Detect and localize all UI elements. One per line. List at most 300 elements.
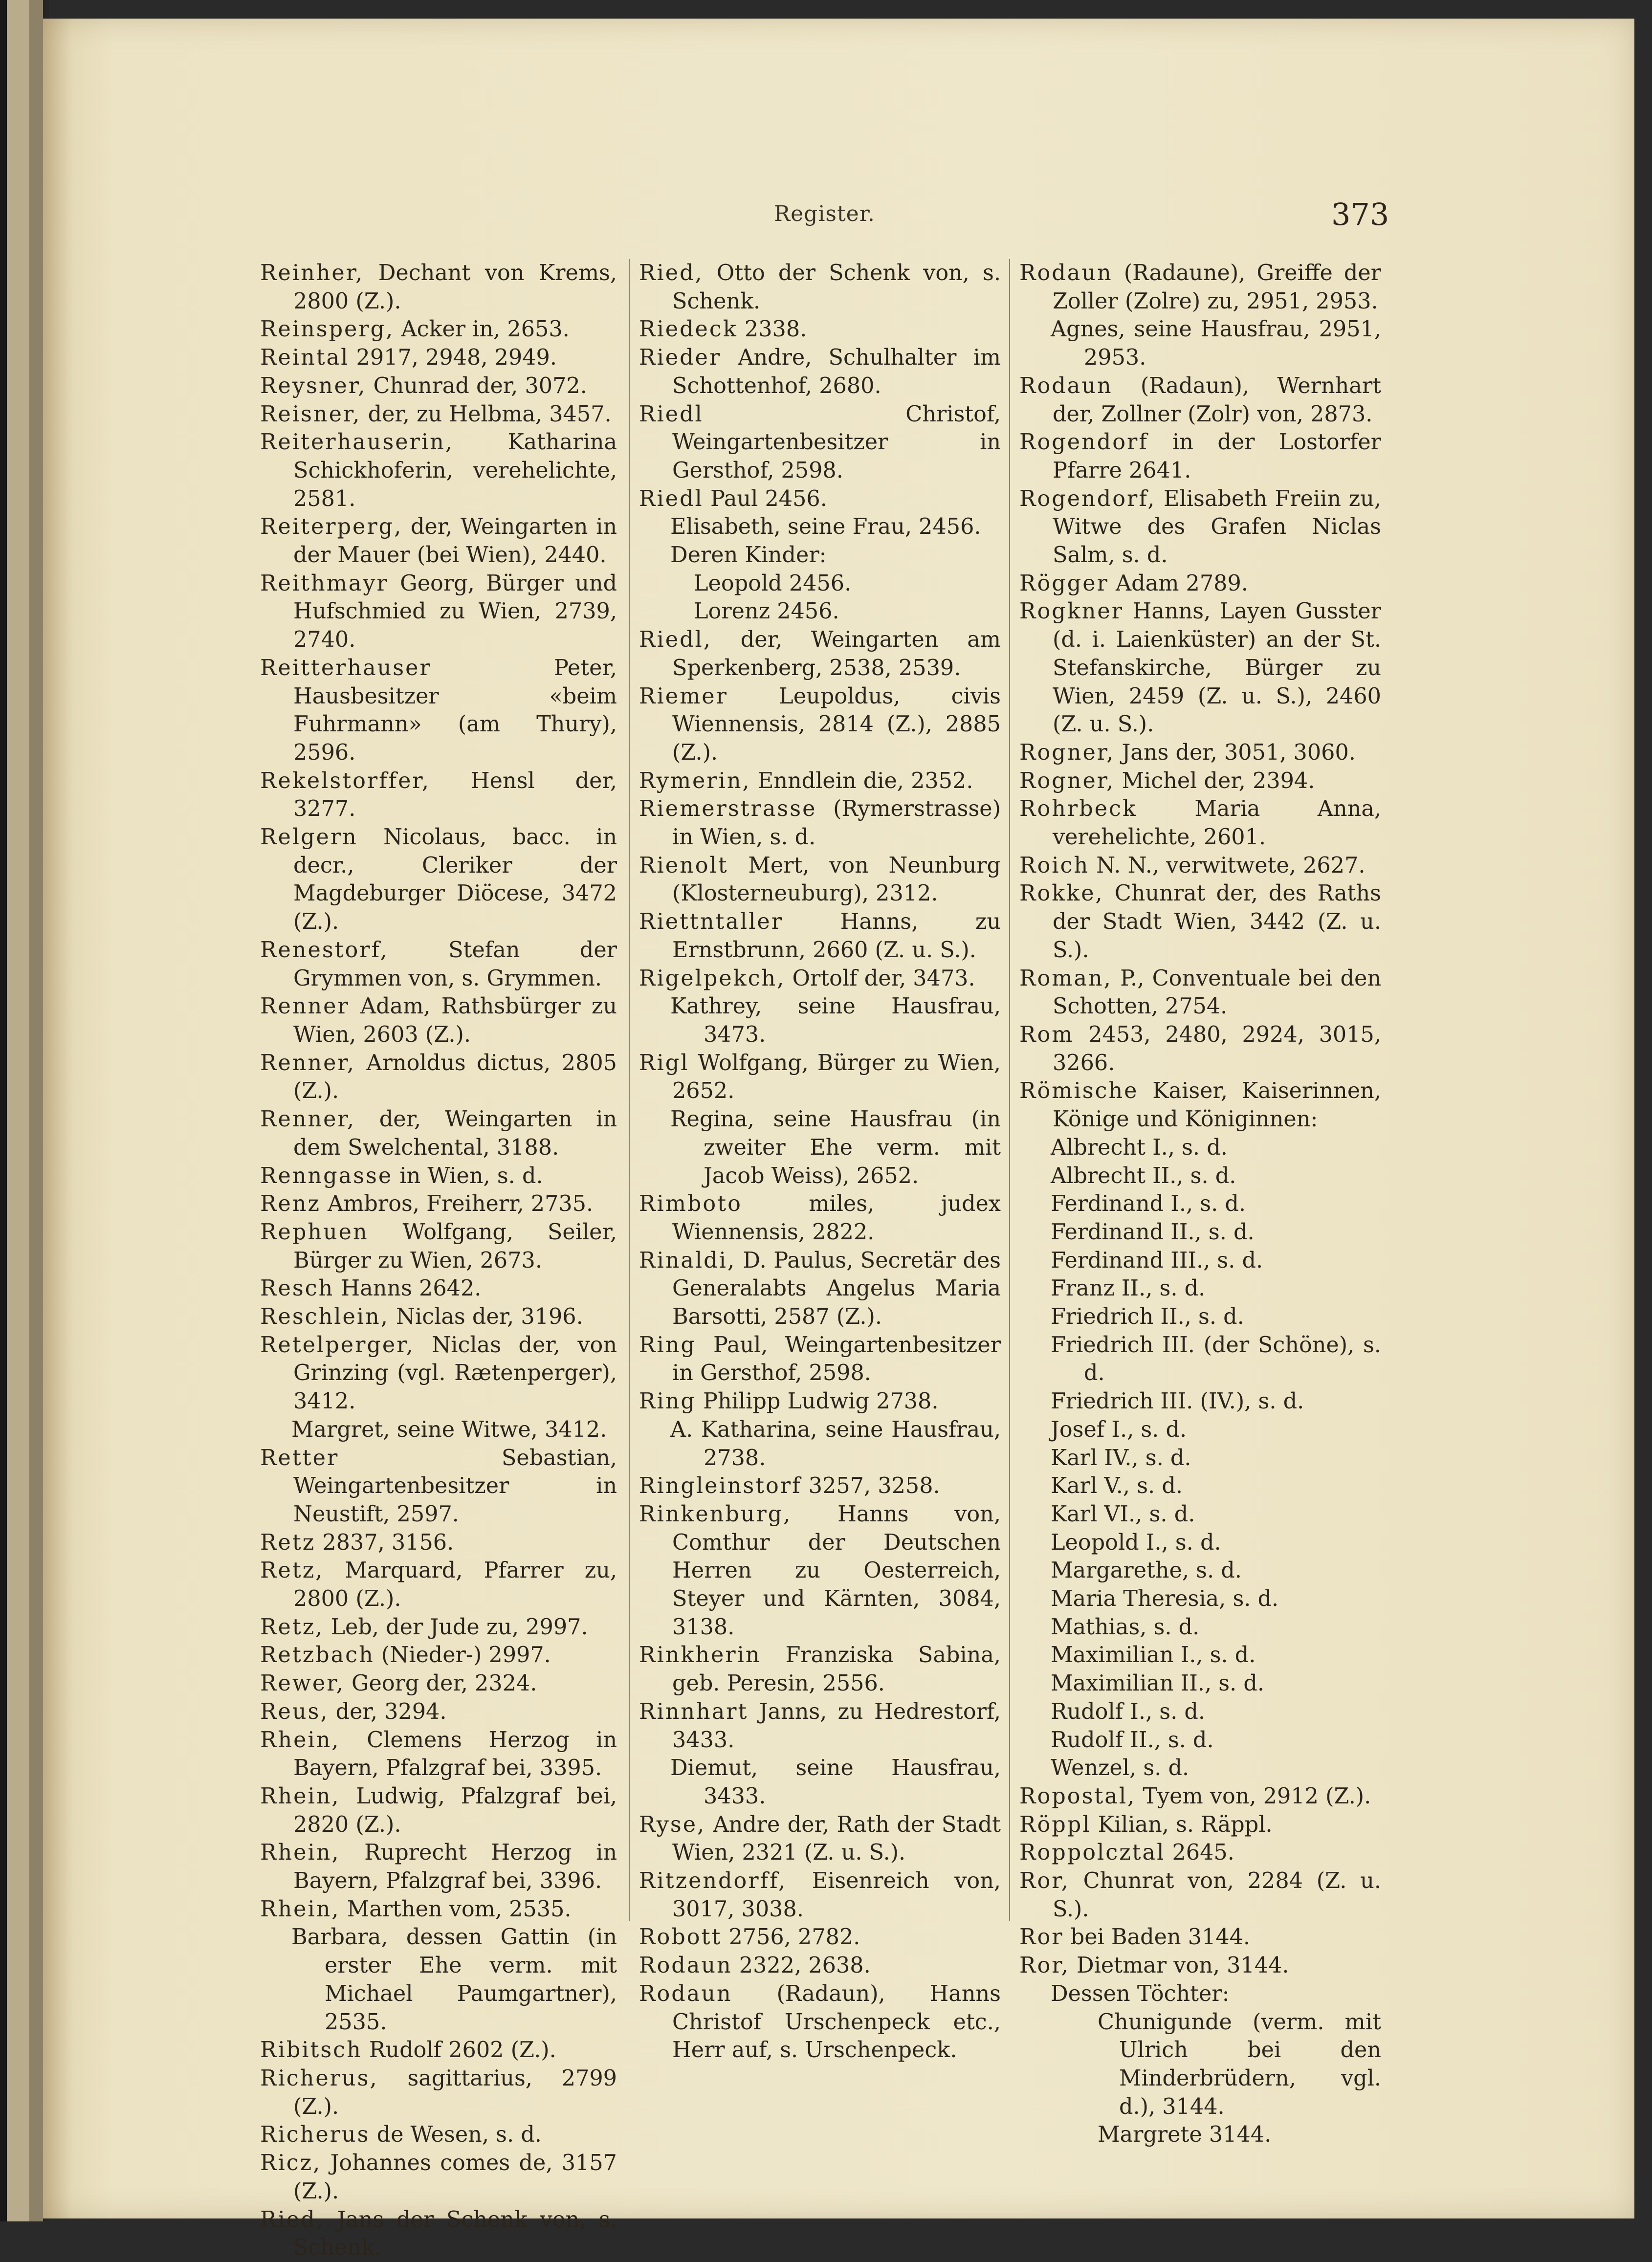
- index-entry: [639, 1698, 1001, 1754]
- entry-headword: Roppolcztal: [1019, 1840, 1166, 1866]
- entry-text: Diemut, seine Hausfrau, 3433.: [670, 1756, 1001, 1809]
- entry-headword: Riemer: [639, 683, 728, 709]
- entry-headword: Ringleinstorf: [639, 1473, 802, 1499]
- entry-headword: Ryse,: [639, 1812, 706, 1837]
- index-entry: [260, 1726, 617, 1782]
- entry-headword: Reithmayr: [260, 571, 389, 596]
- entry-text: Paul, Weingartenbesitzer in Gersthof, 2598.: [672, 1332, 1001, 1386]
- entry-headword: Reisner,: [260, 401, 361, 427]
- index-entry: [1019, 1923, 1381, 1952]
- entry-text: Arnoldus dictus, 2805 (Z.).: [293, 1050, 617, 1104]
- entry-text: Maria Anna, verehelichte, 2601.: [1053, 796, 1381, 850]
- entry-headword: Reitterhauser: [260, 655, 432, 681]
- entry-text: D. Paulus, Secretär des Generalabts Angelus Maria Barsotti, 2587 (Z.).: [672, 1248, 1001, 1330]
- index-entry: [1019, 597, 1381, 739]
- entry-text: Enndlein die, 2352.: [750, 768, 973, 793]
- entry-text: bei Baden 3144.: [1063, 1925, 1251, 1950]
- index-entry: [260, 1444, 617, 1529]
- index-entry: [260, 823, 617, 936]
- entry-headword: Retter: [260, 1445, 339, 1471]
- entry-text: Maximilian I., s. d.: [1051, 1643, 1256, 1668]
- index-subentry: [1051, 1585, 1381, 1613]
- index-subentry: [1051, 1726, 1381, 1755]
- index-entry: [260, 259, 617, 315]
- entry-text: Tyem von, 2912 (Z.).: [1136, 1783, 1371, 1809]
- entry-text: sagittarius, 2799 (Z.).: [293, 2066, 617, 2119]
- entry-text: (Radaune), Greiffe der Zoller (Zolre) zu, 2951, 2953.: [1053, 261, 1381, 314]
- entry-headword: Rogendorf: [1019, 430, 1148, 455]
- index-entry: [260, 2064, 617, 2121]
- entry-text: Marthen vom, 2535.: [340, 1896, 572, 1922]
- index-entry: [639, 1641, 1001, 1697]
- entry-text: Franz II., s. d.: [1051, 1276, 1206, 1301]
- entry-text: Jans der, 3051, 3060.: [1115, 740, 1356, 765]
- index-entry: [260, 1190, 617, 1218]
- entry-headword: Riettntaller: [639, 909, 783, 935]
- entry-headword: Rogendorf,: [1019, 486, 1156, 511]
- entry-text: Franziska Sabina, geb. Peresin, 2556.: [672, 1643, 1001, 1696]
- index-entry: [260, 372, 617, 400]
- index-subentry: [1051, 1331, 1381, 1387]
- entry-text: miles, judex Wiennensis, 2822.: [672, 1191, 1001, 1245]
- index-column-2: [639, 259, 1001, 2064]
- index-entry: [260, 428, 617, 513]
- entry-text: Margret, seine Witwe, 3412.: [291, 1417, 607, 1442]
- index-entry: [260, 1782, 617, 1839]
- entry-headword: Ring: [639, 1389, 696, 1414]
- entry-headword: Rom: [1019, 1022, 1074, 1047]
- entry-text: Hanns, Layen Gusster (d. i. Laienküster) an der St. Stefanskirche, Bürger zu Wien, 2459 (Z. u. S.), 2460 (Z. u. S.).: [1053, 599, 1381, 737]
- entry-text: Michel der, 2394.: [1115, 768, 1315, 793]
- entry-headword: Ring: [639, 1332, 696, 1358]
- index-entry: [260, 315, 617, 344]
- index-entry: [1019, 570, 1381, 598]
- index-entry: [260, 2206, 617, 2262]
- entry-text: 2453, 2480, 2924, 3015, 3266.: [1053, 1022, 1381, 1076]
- entry-text: der, Weingarten in der Mauer (bei Wien), 2440.: [293, 514, 617, 568]
- entry-text: Ortolf der, 3473.: [785, 966, 975, 991]
- entry-headword: Roich: [1019, 853, 1090, 878]
- index-entry: [260, 992, 617, 1049]
- index-entry: [639, 965, 1001, 993]
- index-entry: [639, 1811, 1001, 1867]
- index-subentry: [1051, 1557, 1381, 1585]
- page-number: 373: [1331, 197, 1389, 232]
- entry-headword: Ror,: [1019, 1868, 1070, 1894]
- entry-headword: Ritzendorff,: [639, 1868, 787, 1894]
- entry-headword: Resch: [260, 1276, 334, 1301]
- entry-text: Deren Kinder:: [670, 543, 827, 568]
- entry-text: Ruprecht Herzog in Bayern, Pfalzgraf bei, 3396.: [293, 1840, 617, 1894]
- index-entry: [260, 513, 617, 569]
- entry-text: Adam, Rathsbürger zu Wien, 2603 (Z.).: [293, 994, 617, 1047]
- index-entry: [260, 1218, 617, 1274]
- entry-headword: Rodaun: [639, 1981, 732, 2006]
- index-entry: [639, 344, 1001, 400]
- entry-text: Rudolf 2602 (Z.).: [362, 2038, 556, 2063]
- index-entry: [639, 400, 1001, 485]
- column-divider: [1009, 259, 1010, 1921]
- entry-text: Adam 2789.: [1108, 571, 1248, 596]
- entry-text: Ferdinand III., s. d.: [1051, 1248, 1263, 1273]
- entry-text: N. N., verwitwete, 2627.: [1089, 853, 1366, 878]
- index-entry: [639, 1500, 1001, 1642]
- entry-headword: Rodaun: [1019, 373, 1113, 398]
- index-entry: [639, 767, 1001, 795]
- index-entry: [1019, 259, 1381, 315]
- entry-headword: Ror,: [1019, 1953, 1070, 1978]
- entry-text: Kilian, s. Räppl.: [1091, 1812, 1273, 1837]
- index-entry: [260, 2149, 617, 2205]
- entry-text: (Rymerstrasse) in Wien, s. d.: [672, 796, 1001, 850]
- entry-text: Rudolf II., s. d.: [1051, 1727, 1214, 1753]
- entry-headword: Rodaun: [639, 1953, 732, 1978]
- entry-text: Christof, Weingartenbesitzer in Gersthof, 2598.: [672, 401, 1001, 483]
- index-entry: [260, 570, 617, 654]
- index-entry: [260, 400, 617, 429]
- entry-headword: Rokke,: [1019, 881, 1104, 906]
- entry-text: Acker in, 2653.: [394, 317, 570, 342]
- entry-text: Clemens Herzog in Bayern, Pfalzgraf bei, 3395.: [293, 1727, 617, 1781]
- index-subentry: [694, 597, 1001, 626]
- entry-text: Karl V., s. d.: [1051, 1473, 1183, 1499]
- index-entry: [639, 1472, 1001, 1500]
- index-subentry: [291, 1923, 617, 2036]
- entry-text: Hanns 2642.: [334, 1276, 482, 1301]
- entry-text: Karl IV., s. d.: [1051, 1445, 1191, 1471]
- entry-text: Stefan der Grymmen von, s. Grymmen.: [293, 937, 617, 991]
- index-entry: [639, 1049, 1001, 1105]
- index-entry: [639, 852, 1001, 908]
- entry-text: Nicolaus, bacc. in decr., Cleriker der Magdeburger Diöcese, 3472 (Z.).: [293, 825, 617, 935]
- index-subentry: [1051, 315, 1381, 372]
- index-entry: [639, 1331, 1001, 1387]
- entry-headword: Retelperger,: [260, 1332, 415, 1358]
- index-entry: [1019, 485, 1381, 570]
- entry-text: (Nieder-) 2997.: [374, 1643, 551, 1668]
- entry-headword: Roman,: [1019, 966, 1112, 991]
- entry-headword: Reiterhauserin,: [260, 430, 454, 455]
- index-entry: [260, 767, 617, 823]
- entry-headword: Ried,: [639, 261, 704, 285]
- entry-text: Friedrich II., s. d.: [1051, 1304, 1244, 1330]
- entry-headword: Ribitsch: [260, 2038, 362, 2063]
- index-entry: [639, 1387, 1001, 1416]
- entry-text: Mert, von Neunburg (Klosterneuburg), 2312.: [672, 853, 1001, 906]
- entry-text: Dietmar von, 3144.: [1069, 1953, 1289, 1978]
- entry-headword: Rinkenburg,: [639, 1501, 792, 1527]
- entry-text: Niclas der, 3196.: [389, 1304, 583, 1330]
- index-entry: [639, 626, 1001, 682]
- entry-headword: Reus,: [260, 1699, 329, 1724]
- index-entry: [260, 2036, 617, 2064]
- index-subentry: [1051, 1669, 1381, 1698]
- entry-text: Dechant von Krems, 2800 (Z.).: [293, 261, 617, 314]
- index-entry: [639, 259, 1001, 315]
- entry-text: Karl VI., s. d.: [1051, 1501, 1195, 1527]
- index-entry: [639, 1923, 1001, 1952]
- entry-headword: Ricz,: [260, 2151, 322, 2176]
- index-subentry: [1051, 1613, 1381, 1642]
- entry-headword: Ropostal,: [1019, 1783, 1136, 1809]
- entry-text: Janns, zu Hedrestorf, 3433.: [672, 1699, 1001, 1753]
- index-subentry: [1051, 1444, 1381, 1472]
- index-subentry: [1051, 1387, 1381, 1416]
- entry-text: Eisenreich von, 3017, 3038.: [672, 1868, 1001, 1922]
- index-entry: [1019, 852, 1381, 880]
- entry-text: A. Katharina, seine Hausfrau, 2738.: [670, 1417, 1001, 1471]
- index-subentry: [291, 1416, 617, 1444]
- entry-text: Elisabeth, seine Frau, 2456.: [670, 514, 981, 540]
- entry-headword: Renner,: [260, 1107, 356, 1132]
- entry-headword: Rinkherin: [639, 1643, 761, 1668]
- entry-text: Friedrich III. (der Schöne), s. d.: [1051, 1332, 1381, 1386]
- index-entry: [260, 344, 617, 372]
- index-entry: [1019, 372, 1381, 428]
- entry-text: Ludwig, Pfalzgraf bei, 2820 (Z.).: [293, 1783, 617, 1837]
- entry-text: Margarethe, s. d.: [1051, 1558, 1242, 1583]
- entry-text: Josef I., s. d.: [1051, 1417, 1187, 1442]
- entry-text: Leb, der Jude zu, 2997.: [324, 1614, 588, 1640]
- index-subentry: [670, 513, 1001, 541]
- index-entry: [639, 908, 1001, 964]
- index-entry: [260, 1698, 617, 1726]
- index-subentry: [1051, 1190, 1381, 1218]
- index-entry: [260, 1557, 617, 1613]
- entry-text: Hanns von, Comthur der Deutschen Herren zu Oesterreich, Steyer und Kärnten, 3084, 3138.: [672, 1501, 1001, 1640]
- entry-headword: Riemerstrasse: [639, 796, 817, 822]
- entry-text: P., Conventuale bei den Schotten, 2754.: [1053, 966, 1381, 1019]
- entry-text: 2645.: [1165, 1840, 1234, 1866]
- entry-headword: Reysner,: [260, 373, 367, 398]
- index-column-3: [1019, 259, 1381, 2149]
- entry-text: Otto der Schenk von, s. Schenk.: [672, 261, 1001, 314]
- entry-headword: Röppl: [1019, 1812, 1091, 1837]
- entry-text: Leupoldus, civis Wiennensis, 2814 (Z.), 2885 (Z.).: [672, 683, 1001, 765]
- index-entry: [1019, 795, 1381, 851]
- entry-headword: Rogner,: [1019, 740, 1115, 765]
- index-subentry: [1098, 2008, 1381, 2121]
- entry-text: Philipp Ludwig 2738.: [696, 1389, 939, 1414]
- entry-text: Leopold I., s. d.: [1051, 1530, 1221, 1555]
- entry-headword: Richerus,: [260, 2066, 378, 2091]
- book-binding-edge: [0, 0, 49, 2221]
- index-entry: [1019, 1839, 1381, 1867]
- entry-text: Rudolf I., s. d.: [1051, 1699, 1206, 1724]
- entry-headword: Rogner,: [1019, 768, 1115, 793]
- index-subentry: [670, 1105, 1001, 1190]
- entry-headword: Riedeck: [639, 317, 738, 342]
- index-subentry: [1051, 1980, 1381, 2008]
- index-subentry: [670, 541, 1001, 570]
- index-subentry: [1051, 1134, 1381, 1162]
- entry-text: Chunrat der, des Raths der Stadt Wien, 3442 (Z. u. S.).: [1053, 881, 1381, 963]
- entry-text: Hensl der, 3277.: [293, 768, 617, 822]
- index-entry: [639, 1190, 1001, 1246]
- entry-headword: Robott: [639, 1925, 722, 1950]
- index-subentry: [1051, 1500, 1381, 1529]
- index-entry: [260, 654, 617, 767]
- entry-text: in Wien, s. d.: [393, 1163, 543, 1188]
- index-entry: [1019, 1867, 1381, 1923]
- index-subentry: [1051, 1247, 1381, 1275]
- entry-text: 2837, 3156.: [315, 1530, 454, 1555]
- entry-headword: Rephuen: [260, 1219, 369, 1245]
- index-subentry: [1051, 1472, 1381, 1500]
- index-entry: [260, 1162, 617, 1190]
- entry-text: 2756, 2782.: [722, 1925, 860, 1950]
- entry-text: Regina, seine Hausfrau (in zweiter Ehe verm. mit Jacob Weiss), 2652.: [670, 1107, 1001, 1188]
- entry-text: Chunrat von, 2284 (Z. u. S.).: [1053, 1868, 1381, 1922]
- entry-text: Peter, Hausbesitzer «beim Fuhrmann» (am Thury), 2596.: [293, 655, 617, 765]
- entry-headword: Renngasse: [260, 1163, 393, 1188]
- index-entry: [639, 1980, 1001, 2064]
- entry-text: Wolfgang, Seiler, Bürger zu Wien, 2673.: [293, 1219, 617, 1273]
- entry-text: Andre, Schulhalter im Schottenhof, 2680.: [672, 345, 1001, 398]
- entry-text: Barbara, dessen Gattin (in erster Ehe verm. mit Michael Paumgartner), 2535.: [291, 1925, 617, 2035]
- entry-text: Ferdinand II., s. d.: [1051, 1219, 1255, 1245]
- index-entry: [260, 936, 617, 992]
- entry-text: Leopold 2456.: [694, 571, 852, 596]
- entry-headword: Rohrbeck: [1019, 796, 1137, 822]
- entry-text: Maximilian II., s. d.: [1051, 1671, 1265, 1696]
- index-entry: [260, 1049, 617, 1105]
- index-entry: [260, 1331, 617, 1416]
- index-subentry: [670, 1416, 1001, 1472]
- index-entry: [260, 1641, 617, 1669]
- index-entry: [1019, 1077, 1381, 1133]
- entry-text: Ferdinand I., s. d.: [1051, 1191, 1246, 1217]
- index-entry: [260, 2121, 617, 2149]
- entry-headword: Rewer,: [260, 1671, 345, 1696]
- index-subentry: [694, 570, 1001, 598]
- entry-text: Albrecht I., s. d.: [1051, 1135, 1228, 1160]
- entry-headword: Reinher,: [260, 261, 364, 285]
- index-entry: [639, 1867, 1001, 1923]
- index-entry: [639, 682, 1001, 767]
- index-column-1: [260, 259, 617, 2262]
- entry-text: der, zu Helbma, 3457.: [361, 401, 612, 427]
- index-entry: [260, 1274, 617, 1303]
- entry-text: Elisabeth Freiin zu, Witwe des Grafen Niclas Salm, s. d.: [1053, 486, 1381, 568]
- index-entry: [639, 1952, 1001, 1980]
- entry-text: Sebastian, Weingartenbesitzer in Neustift, 2597.: [293, 1445, 617, 1527]
- entry-text: Chunigunde (verm. mit Ulrich bei den Minderbrüdern, vgl. d.), 3144.: [1098, 2009, 1381, 2119]
- entry-headword: Renner: [260, 994, 350, 1019]
- entry-headword: Reiterperg,: [260, 514, 403, 540]
- index-subentry: [1051, 1641, 1381, 1669]
- entry-headword: Riedl: [639, 486, 704, 511]
- index-entry: [260, 1529, 617, 1557]
- entry-text: Johannes comes de, 3157 (Z.).: [293, 2151, 617, 2204]
- entry-text: (Radaun), Hanns Christof Urschenpeck etc., Herr auf, s. Urschenpeck.: [672, 1981, 1001, 2063]
- entry-text: der, Weingarten am Sperkenberg, 2538, 2539.: [672, 627, 1001, 681]
- entry-text: Albrecht II., s. d.: [1051, 1163, 1236, 1188]
- entry-text: Georg, Bürger und Hufschmied zu Wien, 2739, 2740.: [293, 571, 617, 653]
- entry-headword: Reschlein,: [260, 1304, 389, 1330]
- entry-headword: Renz: [260, 1191, 321, 1217]
- entry-headword: Rimboto: [639, 1191, 742, 1217]
- entry-text: der, 3294.: [329, 1699, 447, 1724]
- entry-text: Paul 2456.: [703, 486, 827, 511]
- entry-text: de Wesen, s. d.: [370, 2122, 542, 2148]
- index-entry: [260, 1669, 617, 1698]
- index-entry: [1019, 1021, 1381, 1077]
- entry-text: Jans der Schenk von, s. Schenk.: [293, 2207, 617, 2261]
- index-subentry: [670, 992, 1001, 1049]
- entry-headword: Reinsperg,: [260, 317, 395, 342]
- entry-headword: Riedl,: [639, 627, 712, 653]
- index-entry: [260, 1303, 617, 1331]
- index-subentry: [1051, 1529, 1381, 1557]
- index-entry: [1019, 879, 1381, 964]
- entry-headword: Riedl: [639, 401, 704, 427]
- index-subentry: [670, 1754, 1001, 1810]
- entry-text: Dessen Töchter:: [1051, 1981, 1230, 2006]
- entry-text: Agnes, seine Hausfrau, 2951, 2953.: [1051, 317, 1381, 371]
- entry-headword: Rhein,: [260, 1896, 340, 1922]
- entry-headword: Rhein,: [260, 1840, 340, 1866]
- entry-text: Ambros, Freiherr, 2735.: [320, 1191, 594, 1217]
- entry-text: Lorenz 2456.: [694, 599, 839, 624]
- entry-text: Kaiser, Kaiserinnen, Könige und Königinnen:: [1053, 1078, 1381, 1132]
- entry-headword: Retz: [260, 1530, 316, 1555]
- index-subentry: [1051, 1416, 1381, 1444]
- entry-text: 2322, 2638.: [732, 1953, 871, 1978]
- index-entry: [1019, 739, 1381, 767]
- entry-text: (Radaun), Wernhart der, Zollner (Zolr) von, 2873.: [1053, 373, 1381, 427]
- entry-headword: Rhein,: [260, 1727, 340, 1753]
- index-subentry: [1051, 1754, 1381, 1782]
- entry-headword: Rögger: [1019, 571, 1109, 596]
- entry-text: Margrete 3144.: [1098, 2122, 1272, 2148]
- entry-headword: Rhein,: [260, 1783, 340, 1809]
- entry-text: der, Weingarten in dem Swelchental, 3188.: [293, 1107, 617, 1160]
- entry-headword: Ried,: [260, 2207, 325, 2232]
- entry-headword: Ror: [1019, 1925, 1064, 1950]
- entry-headword: Richerus: [260, 2122, 370, 2148]
- entry-text: Mathias, s. d.: [1051, 1614, 1200, 1640]
- entry-headword: Retz,: [260, 1614, 324, 1640]
- index-subentry: [1098, 2121, 1381, 2149]
- entry-text: Wolfgang, Bürger zu Wien, 2652.: [672, 1050, 1001, 1104]
- entry-text: Hanns, zu Ernstbrunn, 2660 (Z. u. S.).: [672, 909, 1001, 963]
- entry-headword: Römische: [1019, 1078, 1139, 1104]
- index-entry: [1019, 1782, 1381, 1811]
- entry-headword: Renner,: [260, 1050, 356, 1076]
- index-subentry: [1051, 1274, 1381, 1303]
- entry-text: Chunrad der, 3072.: [366, 373, 587, 398]
- index-entry: [639, 1247, 1001, 1331]
- index-entry: [260, 1105, 617, 1162]
- index-subentry: [1051, 1303, 1381, 1331]
- index-entry: [639, 485, 1001, 513]
- entry-text: Katharina Schickhoferin, verehelichte, 2581.: [293, 430, 617, 511]
- index-subentry: [1051, 1698, 1381, 1726]
- index-subentry: [1051, 1162, 1381, 1190]
- entry-headword: Rienolt: [639, 853, 728, 878]
- entry-headword: Renestorf,: [260, 937, 389, 963]
- entry-text: Maria Theresia, s. d.: [1051, 1586, 1279, 1612]
- entry-text: 2917, 2948, 2949.: [349, 345, 557, 371]
- entry-headword: Rinnhart: [639, 1699, 749, 1724]
- entry-text: Friedrich III. (IV.), s. d.: [1051, 1389, 1304, 1414]
- running-head: Register.: [774, 201, 875, 226]
- entry-headword: Retz,: [260, 1558, 324, 1583]
- entry-headword: Rigelpekch,: [639, 966, 786, 991]
- entry-text: Andre der, Rath der Stadt Wien, 2321 (Z. u. S.).: [672, 1812, 1001, 1866]
- index-entry: [1019, 1952, 1381, 1980]
